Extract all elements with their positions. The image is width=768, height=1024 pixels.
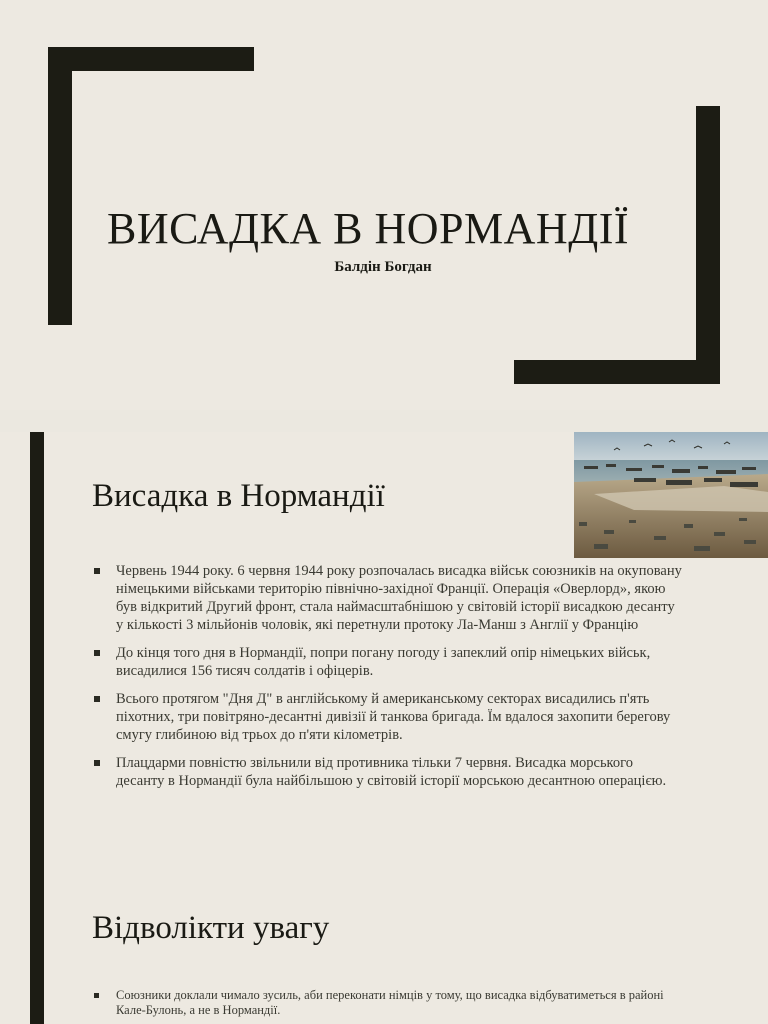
content-slide-landing (0, 432, 768, 864)
bullet-icon (94, 568, 100, 574)
bullet-icon (94, 760, 100, 766)
list-item (92, 644, 682, 680)
presentation-title: ВИСАДКА В НОРМАНДІЇ (106, 204, 630, 253)
frame-top-left-vertical (48, 47, 72, 325)
section-heading: Відволікти увагу (92, 910, 330, 946)
author-name: Балдін Богдан (334, 259, 432, 275)
bullet-text: Всього протягом "Дня Д" в англійському й американському секторах висадились п'ять піхотних, три повітряно-десантні дивізії й танкова бригада. Їм вдалося захопити берегову смугу глибиною від трьох до п'яти кілометрів. (116, 691, 671, 743)
normandy-landing-photo (574, 432, 768, 558)
side-accent-bar (30, 432, 44, 864)
side-accent-bar (30, 864, 44, 1024)
frame-top-left-horizontal (48, 47, 254, 71)
bullet-list (92, 562, 682, 800)
bullet-icon (94, 650, 100, 656)
title-slide (0, 0, 768, 410)
bullet-text: Червень 1944 року. 6 червня 1944 року розпочалась висадка військ союзників на окуповану німецькими військами територію північно-західної Франції. Операція «Оверлорд», якою був відкритий Другий фронт, стала наймасштабнішою у світовій історії висадкою десанту у кількості 3 мільйонів чоловік, які перетнули протоку Ла-Манш з Англії у Францію (116, 563, 682, 633)
content-slide-distraction (0, 864, 768, 1024)
bullet-icon (94, 696, 100, 702)
frame-bottom-right-horizontal (514, 360, 720, 384)
list-item (92, 754, 682, 790)
bullet-text: Союзники доклали чимало зусиль, аби переконати німців у тому, що висадка відбуватиметься в районі Кале-Булонь, а не в Нормандії. (116, 988, 664, 1017)
section-heading: Висадка в Нормандії (92, 478, 385, 514)
bullet-text: До кінця того дня в Нормандії, попри погану погоду і запеклий опір німецьких військ, висадилися 156 тисяч солдатів і офіцерів. (116, 645, 651, 679)
bullet-text: Плацдарми повністю звільнили від противника тільки 7 червня. Висадка морського десанту в Нормандії була найбільшою у світовій історії морською десантною операцією. (116, 755, 667, 789)
bullet-list (92, 988, 692, 1024)
bullet-icon (94, 993, 99, 998)
list-item (92, 562, 682, 634)
list-item (92, 988, 692, 1018)
list-item (92, 690, 682, 744)
